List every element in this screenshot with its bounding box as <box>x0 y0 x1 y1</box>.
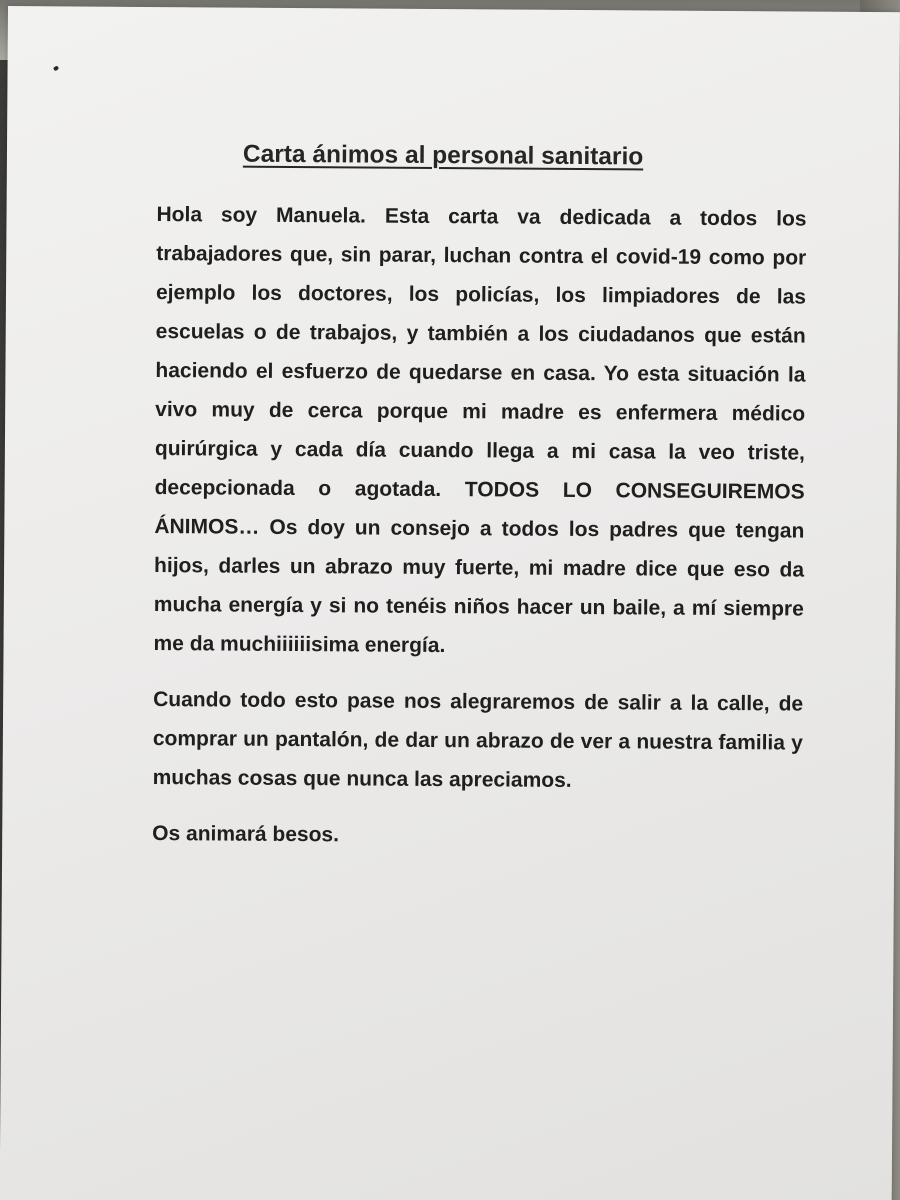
letter-paragraph-1: Hola soy Manuela. Esta carta va dedicada a todos los trabajadores que, sin parar, luchan contra el covid-19 como por ejemplo los doctores, los policías, los limpiadores de las escuelas o de trabajos, y también a los ciudadanos que están haciendo el esfuerzo de quedarse en casa. Yo esta situación la vivo muy de cerca porque mi madre es enfermera médico quirúrgica y cada día cuando llega a mi casa la veo triste, decepcionada o agotada. TODOS LO CONSEGUIREMOS ÁNIMOS… Os doy un consejo a todos los padres que tengan hijos, darles un abrazo muy fuerte, mi madre dice que eso da mucha energía y si no tenéis niños hacer un baile, a mí siempre me da muchiiiiiisima energía. <box>153 203 807 658</box>
paper-speck <box>53 65 59 71</box>
letter-body <box>152 195 807 858</box>
letter-title: Carta ánimos al personal sanitario <box>242 140 644 171</box>
letter-closing: Os animará besos. <box>152 822 340 847</box>
paper-sheet <box>0 6 900 1200</box>
letter-paragraph-2: Cuando todo esto pase nos alegraremos de salir a la calle, de comprar un pantalón, de dar un abrazo de ver a nuestra familia y muchas cosas que nunca las apreciamos. <box>152 688 804 792</box>
